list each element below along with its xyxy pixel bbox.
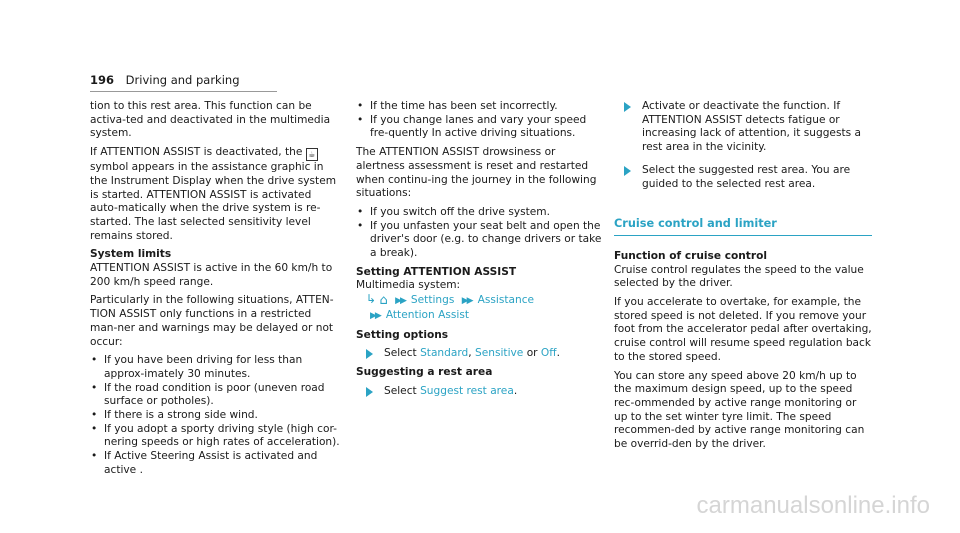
menu-path: [356, 293, 602, 309]
paragraph: [90, 146, 340, 243]
heading-setting-attention-assist: Setting ATTENTION ASSIST: [356, 265, 517, 278]
paragraph: Particularly in the following situations, ATTEN-TION ASSIST only functions in a restricted man-ner and warnings may be delayed or not occur:: [90, 294, 334, 348]
paragraph: Multimedia system:: [356, 279, 461, 292]
option-sensitive[interactable]: Sensitive: [475, 347, 524, 360]
text: Activate or deactivate the function. If ATTENTION ASSIST detects fatigue or increasing lack of attention, it suggests a rest area in the vicinity.: [642, 100, 861, 154]
paragraph: ATTENTION ASSIST is active in the 60 km/h to 200 km/h speed range.: [90, 262, 333, 288]
column-2: [356, 100, 602, 403]
option-suggest-rest-area[interactable]: Suggest rest area: [420, 384, 514, 397]
step-arrow-icon: [624, 102, 631, 112]
menu-item-assistance[interactable]: Assistance: [477, 294, 535, 307]
text: Select: [384, 384, 417, 397]
column-1: [90, 100, 340, 483]
step: [614, 164, 872, 191]
list-item: • If you unfasten your seat belt and open the driver's door (e.g. to change drivers or take a break).: [356, 220, 602, 261]
heading-setting-options: Setting options: [356, 328, 449, 341]
watermark: carmanualsonline.info: [696, 492, 930, 519]
list-item: • If there is a strong side wind.: [90, 409, 340, 423]
list-item: • If the time has been set incorrectly.: [356, 100, 602, 114]
step-arrow-icon: [624, 166, 631, 176]
text: .: [513, 384, 518, 397]
double-chevron-icon: ▶▶: [370, 310, 380, 321]
page-section-title: Driving and parking: [125, 73, 240, 87]
header-divider: [90, 91, 277, 92]
list-item: • If you have been driving for less than approx-imately 30 minutes.: [90, 354, 340, 381]
list-item: • If you adopt a sporty driving style (high cor-nering speeds or high rates of acceleration).: [90, 423, 340, 450]
text: .: [556, 347, 560, 360]
menu-item-settings[interactable]: Settings: [410, 294, 455, 307]
step-arrow-icon: [366, 349, 373, 359]
list-item: • If Active Steering Assist is activated and active .: [90, 450, 340, 477]
step-arrow-icon: [366, 387, 373, 397]
page-header: [90, 73, 240, 87]
column-3: [614, 100, 872, 457]
return-arrow-icon: ↳: [366, 292, 377, 307]
section-title: Cruise control and limiter: [614, 217, 872, 236]
heading-suggesting-rest-area: Suggesting a rest area: [356, 365, 493, 378]
text: Select: [384, 347, 417, 360]
attention-assist-icon: ☕: [306, 148, 318, 161]
paragraph: tion to this rest area. This function can be activa-ted and deactivated in the multimedia system.: [90, 100, 331, 140]
page-number: 196: [90, 73, 115, 87]
text: symbol appears in the assistance graphic in the Instrument Display when the drive system is started. ATTENTION ASSIST is activated auto-matically when the drive system is re-started. The last selected sensitivity level remains stored.: [90, 161, 337, 242]
bullet-list: [90, 354, 340, 477]
home-icon[interactable]: ⌂: [379, 293, 388, 309]
paragraph: The ATTENTION ASSIST drowsiness or alertness assessment is reset and restarted when continu-ing the journey in the following situations:: [356, 146, 597, 200]
text: ,: [468, 347, 472, 360]
list-item: • If you change lanes and vary your speed fre-quently In active driving situations.: [356, 114, 602, 141]
list-item: • If you switch off the drive system.: [356, 206, 602, 220]
paragraph: You can store any speed above 20 km/h up to the maximum design speed, up to the speed rec-ommended by active range monitoring or up to the set winter tyre limit. The speed recommen-ded by active range monitoring can be overrid-den by the driver.: [614, 369, 865, 451]
menu-path: [356, 309, 602, 324]
paragraph: Cruise control regulates the speed to the value selected by the driver.: [614, 263, 864, 290]
double-chevron-icon: ▶▶: [395, 296, 405, 307]
menu-item-attention-assist[interactable]: Attention Assist: [385, 308, 470, 321]
paragraph: If you accelerate to overtake, for example, the stored speed is not deleted. If you remove your foot from the accelerator pedal after overtaking, cruise control will resume speed regulation back to the stored speed.: [614, 296, 872, 363]
step: [614, 100, 872, 155]
text: Select the suggested rest area. You are guided to the selected rest area.: [642, 163, 851, 190]
option-off[interactable]: Off: [540, 347, 557, 360]
text: If ATTENTION ASSIST is deactivated, the: [90, 146, 303, 159]
option-standard[interactable]: Standard: [420, 347, 469, 360]
bullet-list: [356, 206, 602, 261]
heading-function-of-cruise-control: Function of cruise control: [614, 249, 768, 262]
step: [356, 385, 602, 399]
list-item: • If the road condition is poor (uneven road surface or potholes).: [90, 382, 340, 409]
heading-system-limits: System limits: [90, 248, 172, 261]
text: or: [526, 347, 538, 360]
step: [356, 347, 602, 361]
bullet-list: [356, 100, 602, 141]
double-chevron-icon: ▶▶: [461, 296, 472, 307]
